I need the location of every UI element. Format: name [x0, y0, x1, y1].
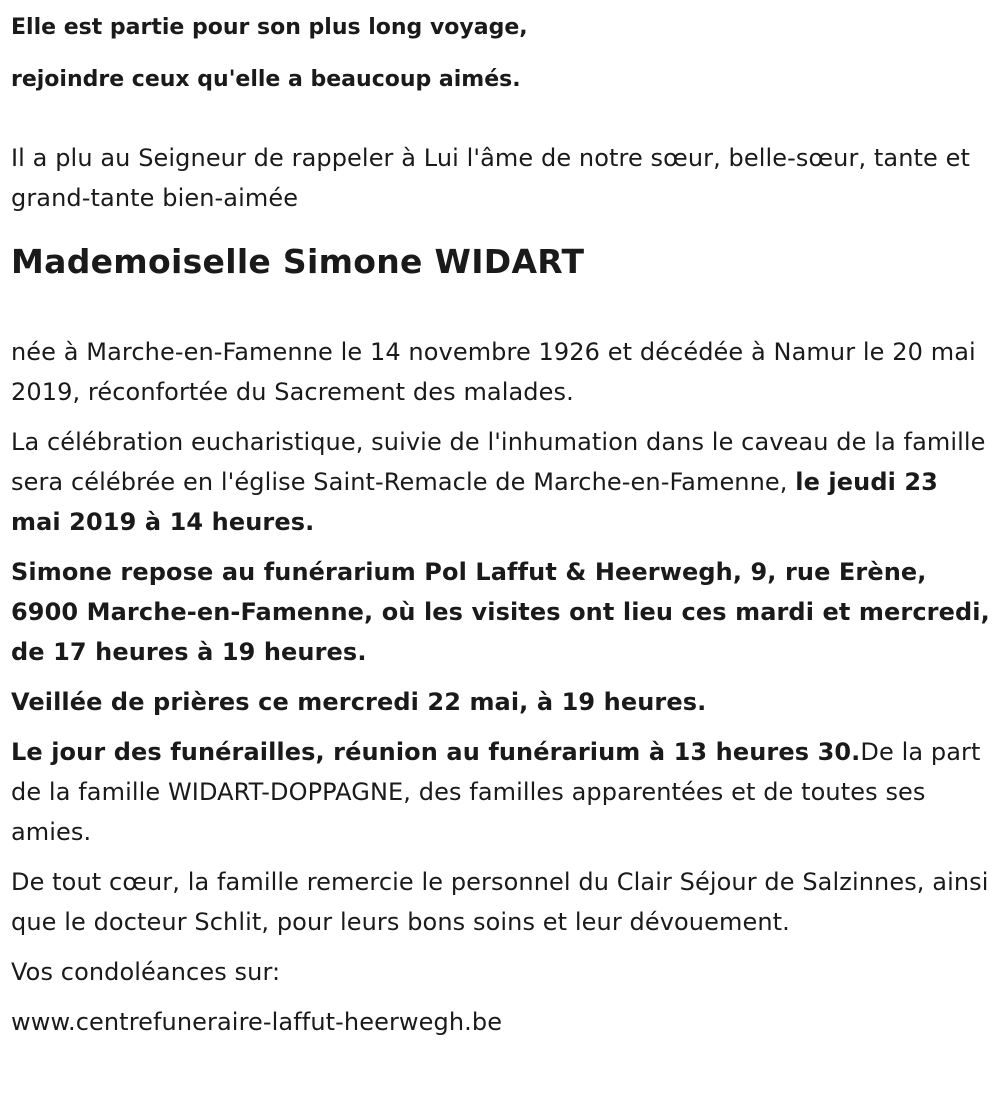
funeral-day-paragraph — [11, 732, 996, 852]
obituary-notice — [11, 0, 996, 1042]
funerarium-text: Simone repose au funérarium Pol Laffut & Heerwegh, 9, rue Erène, 6900 Marche-en-Famenne, où les visites ont lieu ces mardi et mercredi, de 17 heures à 19 heures. — [11, 558, 990, 666]
celebration-paragraph — [11, 422, 996, 542]
celebration-date: le jeudi 23 mai 2019 à 14 heures. — [11, 468, 938, 536]
family-text: De la part de la famille WIDART-DOPPAGNE, des familles apparentées et de toutes ses amies. — [11, 738, 981, 846]
condolences-url: www.centrefuneraire-laffut-heerwegh.be — [11, 1008, 503, 1036]
condolences-label: Vos condoléances sur: — [11, 958, 281, 986]
announcement-text: Il a plu au Seigneur de rappeler à Lui l'âme de notre sœur, belle-sœur, tante et grand-tante bien-aimée — [11, 144, 971, 212]
vigil-text: Veillée de prières ce mercredi 22 mai, à 19 heures. — [11, 688, 707, 716]
deceased-name: Mademoiselle Simone WIDART — [11, 242, 585, 281]
birth-death-text: née à Marche-en-Famenne le 14 novembre 1926 et décédée à Namur le 20 mai 2019, réconfortée du Sacrement des malades. — [11, 338, 976, 406]
funeral-meeting-text: Le jour des funérailles, réunion au funérarium à 13 heures 30. — [11, 738, 861, 766]
celebration-text: La célébration eucharistique, suivie de l'inhumation dans le caveau de la famille sera célébrée en l'église Saint-Remacle de Marche-en-Famenne, — [11, 428, 986, 496]
intro-line-2: rejoindre ceux qu'elle a beaucoup aimés. — [11, 67, 521, 92]
intro-line-1: Elle est partie pour son plus long voyage, — [11, 15, 528, 40]
thanks-text: De tout cœur, la famille remercie le personnel du Clair Séjour de Salzinnes, ainsi que le docteur Schlit, pour leurs bons soins et leur dévouement. — [11, 868, 989, 936]
